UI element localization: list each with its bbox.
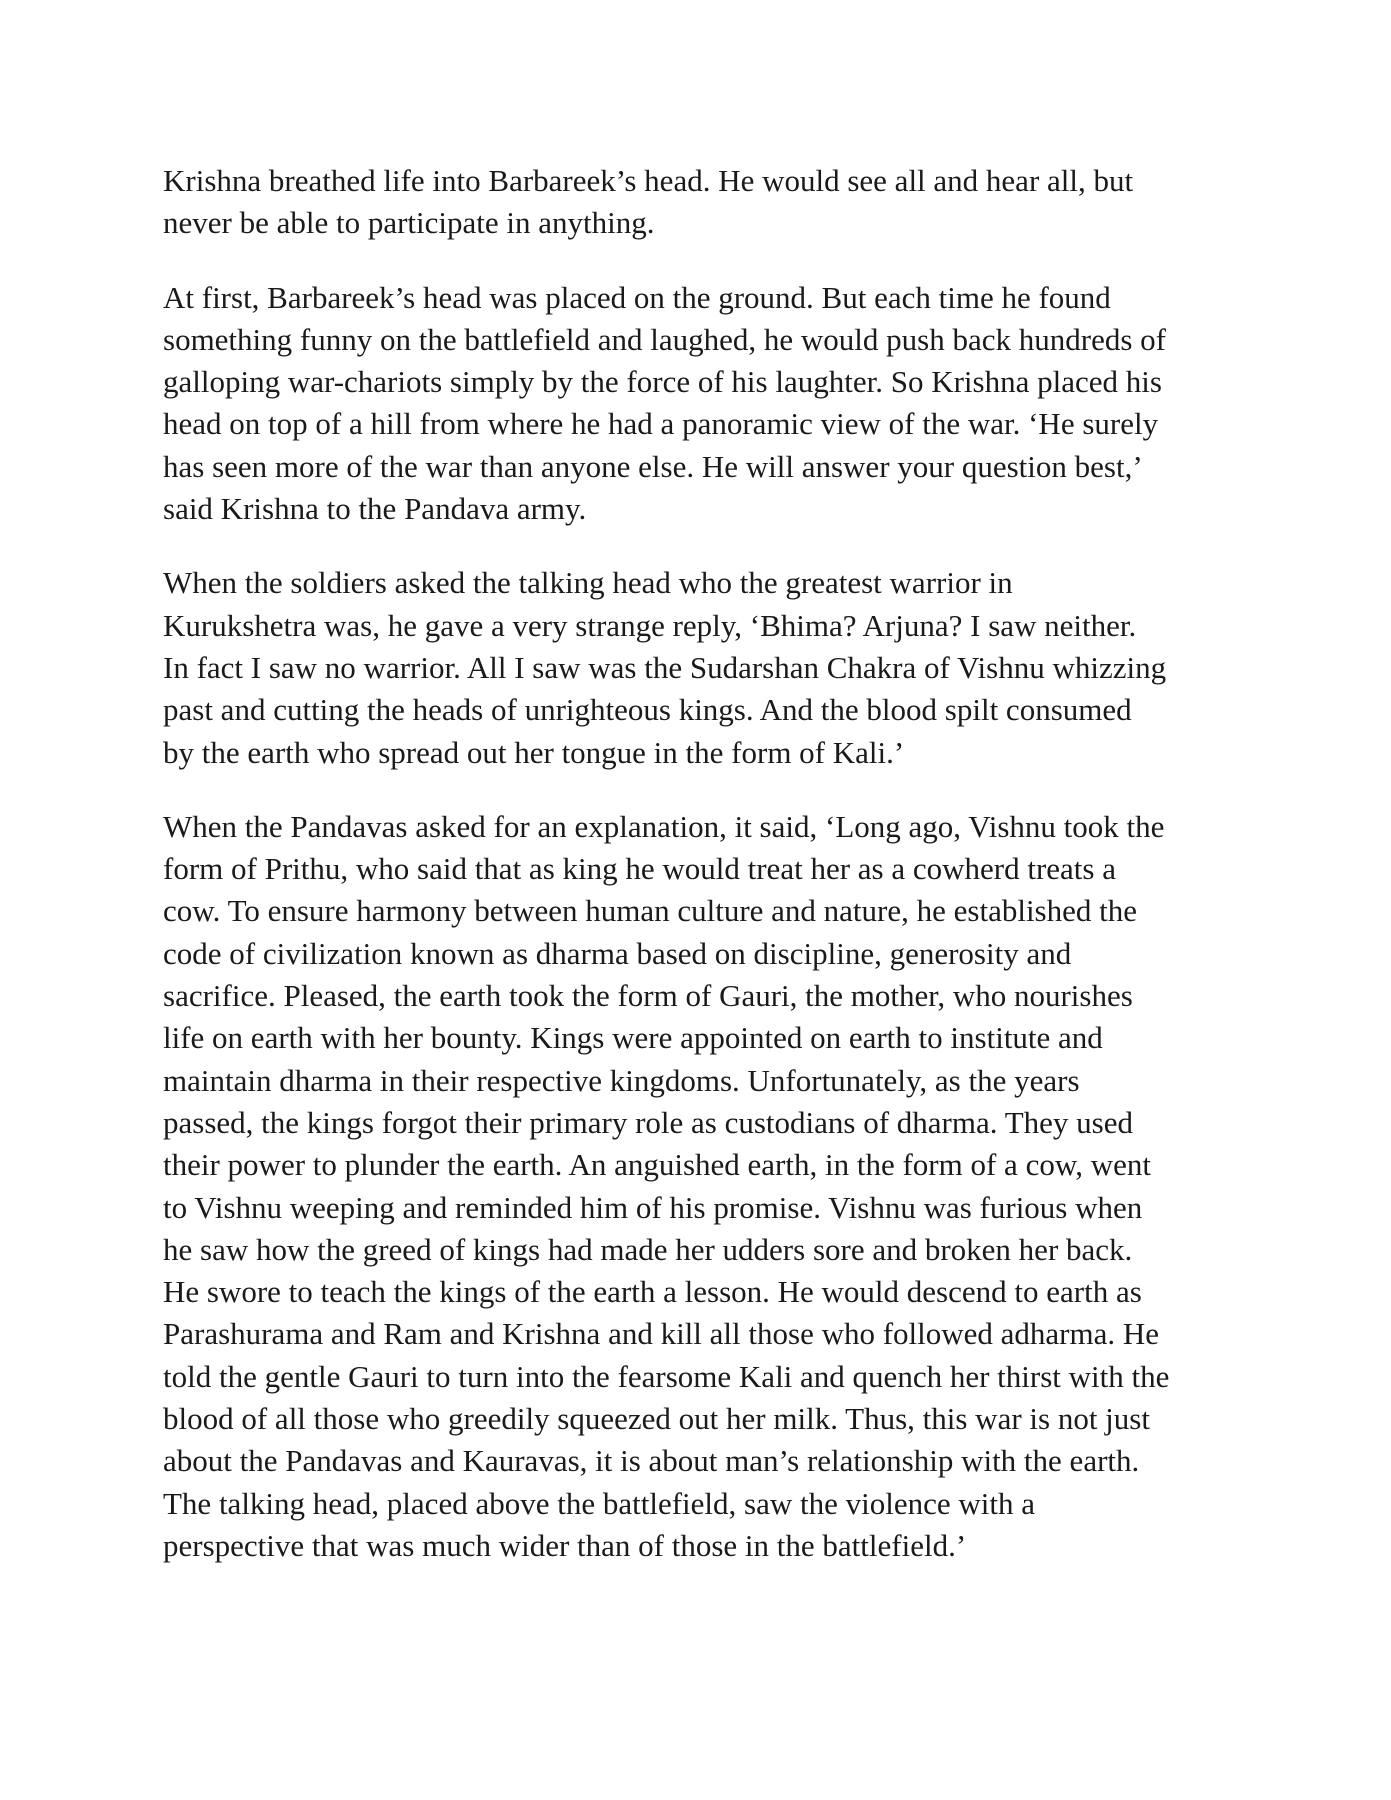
paragraph-4: [163, 806, 1253, 1567]
text-line: cow. To ensure harmony between human culture and nature, he established the: [163, 893, 1138, 929]
text-line: their power to plunder the earth. An anguished earth, in the form of a cow, went: [163, 1147, 1151, 1183]
text-line: galloping war-chariots simply by the force of his laughter. So Krishna placed his: [163, 364, 1162, 400]
text-line: code of civilization known as dharma based on discipline, generosity and: [163, 935, 1072, 971]
text-line: At first, Barbareek’s head was placed on the ground. But each time he found: [163, 279, 1111, 315]
paragraph-1: [163, 160, 1253, 245]
text-line: In fact I saw no warrior. All I saw was the Sudarshan Chakra of Vishnu whizzing: [163, 649, 1167, 685]
text-line: form of Prithu, who said that as king he would treat her as a cowherd treats a: [163, 851, 1116, 887]
text-line: he saw how the greed of kings had made her udders sore and broken her back.: [163, 1231, 1133, 1267]
text-line: The talking head, placed above the battlefield, saw the violence with a: [163, 1485, 1035, 1521]
paragraph-2: [163, 277, 1253, 531]
text-line: head on top of a hill from where he had a panoramic view of the war. ‘He surely: [163, 406, 1159, 442]
text-line: has seen more of the war than anyone else. He will answer your question best,’: [163, 448, 1143, 484]
text-line: Krishna breathed life into Barbareek’s head. He would see all and hear all, but: [163, 163, 1134, 198]
text-line: When the soldiers asked the talking head who the greatest warrior in: [163, 565, 1013, 601]
text-line: past and cutting the heads of unrighteous kings. And the blood spilt consumed: [163, 692, 1132, 728]
text-line: never be able to participate in anything.: [163, 205, 655, 241]
text-line: maintain dharma in their respective kingdoms. Unfortunately, as the years: [163, 1062, 1080, 1098]
text-line: perspective that was much wider than of those in the battlefield.’: [163, 1527, 967, 1563]
text-line: told the gentle Gauri to turn into the fearsome Kali and quench her thirst with the: [163, 1358, 1170, 1394]
document-body: [163, 160, 1253, 1599]
text-line: Parashurama and Ram and Krishna and kill all those who followed adharma. He: [163, 1316, 1160, 1352]
text-line: life on earth with her bounty. Kings were appointed on earth to institute and: [163, 1020, 1103, 1056]
text-line: to Vishnu weeping and reminded him of his promise. Vishnu was furious when: [163, 1189, 1143, 1225]
text-line: Kurukshetra was, he gave a very strange reply, ‘Bhima? Arjuna? I saw neither.: [163, 607, 1137, 643]
text-line: blood of all those who greedily squeezed out her milk. Thus, this war is not just: [163, 1401, 1150, 1437]
text-line: something funny on the battlefield and laughed, he would push back hundreds of: [163, 321, 1166, 357]
text-line: He swore to teach the kings of the earth a lesson. He would descend to earth as: [163, 1274, 1142, 1310]
text-line: said Krishna to the Pandava army.: [163, 491, 587, 527]
text-line: about the Pandavas and Kauravas, it is about man’s relationship with the earth.: [163, 1443, 1140, 1479]
paragraph-3: [163, 562, 1253, 773]
text-line: passed, the kings forgot their primary role as custodians of dharma. They used: [163, 1104, 1133, 1140]
text-line: sacrifice. Pleased, the earth took the form of Gauri, the mother, who nourishes: [163, 978, 1133, 1014]
text-line: When the Pandavas asked for an explanation, it said, ‘Long ago, Vishnu took the: [163, 808, 1165, 844]
text-line: by the earth who spread out her tongue in the form of Kali.’: [163, 734, 905, 770]
